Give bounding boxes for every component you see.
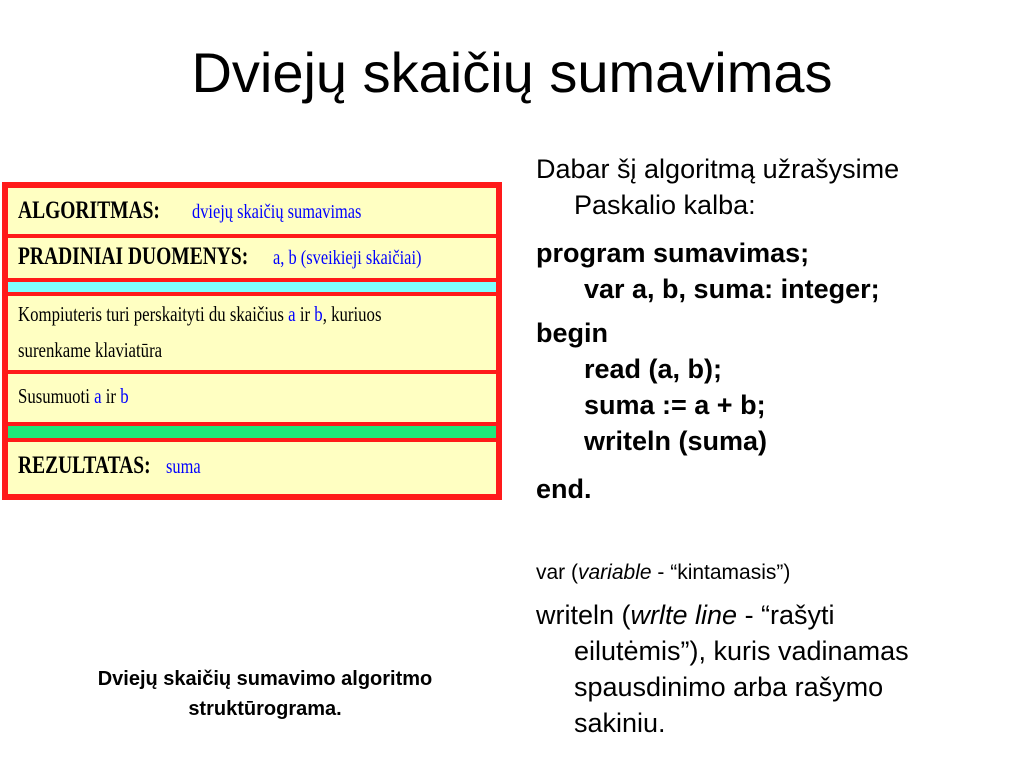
var-note-suffix: - “kintamasis”) [651,561,791,584]
sum-step-text: Susumuoti [18,384,90,408]
read-step-block [8,296,496,370]
writeln-note-term: wrlte line [630,600,738,630]
code-line-begin: begin [536,318,608,348]
read-step-var-b: b [314,302,323,326]
sum-step-var-b: b [120,384,129,408]
writeln-note-line-1 [536,598,835,632]
code-line-var: var a, b, suma: integer; [584,274,880,304]
code-line-sum: suma := a + b; [584,390,766,420]
code-line-writeln: writeln (suma) [584,426,768,456]
structurogram-caption [30,664,500,724]
input-data-label: PRADINIAI DUOMENYS: [18,243,249,270]
result-value: suma [165,456,201,478]
intro-line-1: Dabar šį algoritmą užrašysime [536,154,900,184]
writeln-note-line-3: spausdinimo arba rašymo [574,672,884,702]
input-data-value: a, b (sveikieji skaičiai) [273,247,422,269]
input-strip [8,282,496,292]
sum-step-and: ir [105,384,117,408]
algorithm-name: dviejų skaičių sumavimas [191,201,362,223]
writeln-note-line-4: sakiniu. [574,708,666,738]
var-note-term: variable [578,561,652,584]
output-strip [8,426,496,438]
var-note [536,556,790,590]
algorithm-label: ALGORITMAS: [18,197,160,224]
sum-step-var-a: a [94,384,102,408]
read-step-text: Kompiuteris turi perskaityti du skaičius [18,302,284,326]
read-step-text-end: , kuriuos [322,302,382,326]
caption-line-1: Dviejų skaičių sumavimo algoritmo [97,668,433,690]
result-label: REZULTATAS: [18,452,151,479]
writeln-note-suffix: - “rašyti [737,600,835,630]
var-note-prefix: var ( [536,561,578,584]
writeln-note-line-2: eilutėmis”), kuris vadinamas [574,636,909,666]
algorithm-block [8,188,496,234]
slide-title: Dviejų skaičių sumavimas [191,41,833,104]
caption-line-2: struktūrograma. [188,698,342,720]
read-step-line2: surenkame klaviatūra [18,338,163,362]
input-data-block [8,238,496,278]
writeln-note-prefix: writeln ( [536,600,631,630]
sum-step-block [8,374,496,422]
code-line-end: end. [536,474,592,504]
read-step-var-a: a [288,302,296,326]
code-line-program: program sumavimas; [536,238,810,268]
structurogram [2,182,502,500]
result-block [8,442,496,494]
read-step-and: ir [299,302,311,326]
intro-line-2: Paskalio kalba: [574,190,756,220]
code-line-read: read (a, b); [584,354,723,384]
